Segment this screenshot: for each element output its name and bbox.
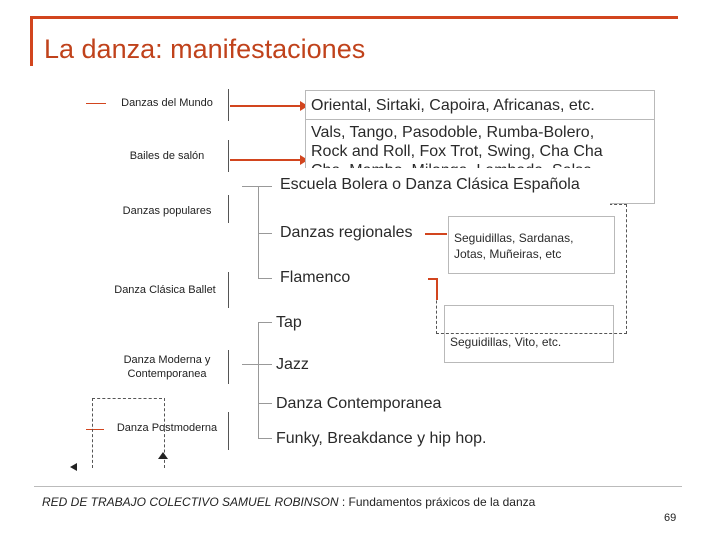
category-danza-moderna-2: Contemporanea [127,368,207,380]
tree-line [258,186,259,278]
tree-branch [258,322,272,323]
modern-contemporanea: Danza Contemporanea [276,395,442,412]
bracket-line [228,350,229,384]
tree-branch [258,186,272,187]
flamenco-detail-text: Seguidillas, Vito, etc. [450,335,562,349]
tree-stem [242,186,258,187]
page-number: 69 [664,512,677,524]
tree-stem [242,364,258,365]
dashed-connector [92,398,162,400]
popular-danzas-regionales: Danzas regionales [280,224,413,241]
popular-flamenco: Flamenco [280,269,351,286]
bracket-line [228,140,229,172]
footer-credit [42,495,535,509]
ballroom-line-1: Vals, Tango, Pasodoble, Rumba-Bolero, [311,124,595,141]
arrow-line [428,278,438,300]
ballroom-line-2: Rock and Roll, Fox Trot, Swing, Cha Cha [311,143,603,160]
arrow-up-icon [158,452,168,459]
bracket-line [228,89,229,121]
tree-branch [258,233,272,234]
world-dances-text: Oriental, Sirtaki, Capoira, Africanas, etc. [311,97,595,114]
category-danzas-mundo: Danzas del Mundo [121,97,213,109]
tree-branch [258,403,272,404]
modern-jazz: Jazz [276,356,309,373]
bracket-line [228,272,229,308]
footer-separator: : [338,495,349,509]
arrow-line [230,105,302,107]
tree-line [258,322,259,438]
bracket-line [228,412,229,450]
regional-detail-line-1: Seguidillas, Sardanas, [454,231,574,245]
category-tick [86,429,104,430]
footer-author: SAMUEL ROBINSON [222,495,339,509]
footer-subject: Fundamentos práxicos de la danza [348,495,536,509]
category-danza-clasica: Danza Clásica Ballet [114,284,216,296]
arrow-left-icon [70,463,77,471]
category-tick [86,103,106,104]
title-rule-top [30,16,678,19]
arrow-line [230,159,302,161]
slide-title: La danza: manifestaciones [44,34,366,64]
arrow-line [425,233,447,235]
footer-divider [34,486,682,487]
footer-org: RED DE TRABAJO COLECTIVO [42,495,219,509]
tree-branch [258,438,272,439]
title-rule-left [30,16,33,66]
category-bailes-salon: Bailes de salón [129,150,205,162]
category-danza-moderna: Danza Moderna y [123,354,211,366]
tree-branch [258,364,272,365]
dashed-connector [92,398,94,468]
tree-branch [258,278,272,279]
regional-detail-line-2: Jotas, Muñeiras, etc [454,247,562,261]
modern-tap: Tap [276,314,302,331]
modern-funky: Funky, Breakdance y hip hop. [276,430,487,447]
bracket-line [228,195,229,223]
category-danza-postmoderna: Danza Postmoderna [116,422,218,434]
popular-escuela-bolera: Escuela Bolera o Danza Clásica Española [280,176,580,193]
category-danzas-populares: Danzas populares [122,205,212,217]
